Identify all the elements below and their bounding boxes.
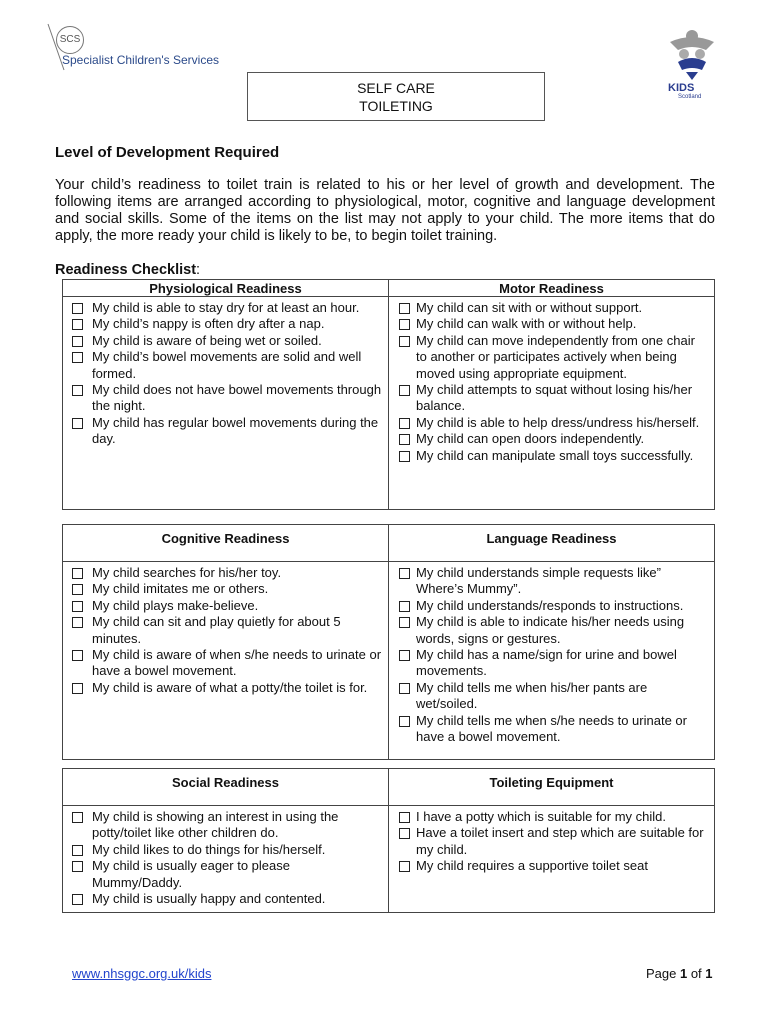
table-header-equipment: Toileting Equipment [489, 775, 614, 790]
checklist-item [70, 809, 383, 842]
checklist-item [396, 647, 709, 680]
checklist-heading-text: Readiness Checklist [55, 262, 197, 278]
page-total: 1 [705, 966, 713, 981]
checklist-item [396, 858, 709, 874]
motor-list [390, 298, 713, 468]
checklist-item [396, 713, 709, 746]
intro-paragraph: Your child’s readiness to toilet train is related to his or her level of growth and development. The following items are arranged according to physiological, motor, cognitive and language development and social skills. Some of the items on the list may not apply to your child. The more items that do apply, the more ready your child is likely to be, to begin toilet training. [55, 177, 715, 244]
checklist-item-text: My child understands simple requests like” Where’s Mummy”. [416, 565, 661, 597]
social-list [64, 807, 387, 911]
checkbox[interactable] [399, 812, 410, 823]
checklist-item-text: My child tells me when his/her pants are wet/soiled. [416, 679, 648, 712]
checklist-item-text: My child can move independently from one chair to another or participates actively when being moved using appropriate equipment. [416, 332, 695, 381]
checkbox[interactable] [72, 418, 83, 429]
checkbox[interactable] [399, 336, 410, 347]
checklist-item [70, 349, 383, 382]
checklist-item-text: My child does not have bowel movements through the night. [92, 382, 382, 414]
checklist-item-text: My child plays make-believe. [92, 597, 259, 613]
checkbox[interactable] [72, 385, 83, 396]
checkbox[interactable] [72, 303, 83, 314]
checklist-item-text: My child can manipulate small toys successfully. [416, 447, 694, 463]
checklist-item [70, 647, 383, 680]
checklist-item-text: My child is able to help dress/undress his/herself. [416, 414, 700, 430]
checklist-item-text: My child is usually eager to please Mummy/Daddy. [92, 858, 290, 890]
checklist-item-text: My child can sit and play quietly for about 5 minutes. [92, 614, 341, 646]
checklist-item-text: My child has a name/sign for urine and bowel movements. [416, 647, 677, 679]
table-header-language: Language Readiness [486, 531, 617, 546]
equipment-list [390, 807, 713, 879]
kids-wordmark: KIDS [668, 82, 695, 94]
table-header-motor: Motor Readiness [499, 281, 604, 296]
readiness-table-1 [62, 279, 715, 510]
checklist-heading [55, 262, 200, 278]
checklist-item-text: My child searches for his/her toy. [92, 565, 282, 580]
checklist-item-text: My child is able to stay dry for at least an hour. [92, 300, 360, 315]
checklist-item [396, 431, 709, 447]
checkbox[interactable] [399, 650, 410, 661]
checklist-item [396, 680, 709, 713]
checkbox[interactable] [72, 894, 83, 905]
checkbox[interactable] [399, 385, 410, 396]
checklist-item [396, 565, 709, 598]
footer-website-link[interactable]: www.nhsggc.org.uk/kids [72, 966, 212, 981]
checklist-item [396, 614, 709, 647]
checklist-item-text: My child can open doors independently. [416, 431, 645, 447]
checkbox[interactable] [399, 319, 410, 330]
checkbox[interactable] [72, 650, 83, 661]
checkbox[interactable] [72, 845, 83, 856]
readiness-table-2 [62, 524, 715, 760]
checkbox[interactable] [399, 861, 410, 872]
checklist-item-text: My child is usually happy and contented. [92, 891, 326, 907]
checkbox[interactable] [399, 434, 410, 445]
checkbox[interactable] [72, 812, 83, 823]
checklist-item-text: My child likes to do things for his/herself. [92, 841, 326, 857]
section-heading: Level of Development Required [55, 144, 280, 161]
checklist-item [70, 316, 383, 332]
checklist-item [396, 382, 709, 415]
checklist-item-text: My child can sit with or without support. [416, 300, 643, 315]
checklist-item-text: Have a toilet insert and step which are suitable for my child. [416, 825, 704, 857]
checklist-item-text: My child can walk with or without help. [416, 316, 637, 332]
checklist-item [396, 825, 709, 858]
org-name: Specialist Children's Services [62, 53, 220, 67]
page-label: Page [646, 966, 680, 981]
checklist-item-text: My child is aware of being wet or soiled. [92, 332, 322, 348]
kids-subtitle: Scotland [678, 94, 702, 100]
checklist-item [396, 598, 709, 614]
checkbox[interactable] [72, 336, 83, 347]
checklist-item [396, 809, 709, 825]
checklist-item [70, 382, 383, 415]
checkbox[interactable] [399, 418, 410, 429]
checklist-item-text: My child has regular bowel movements during the day. [92, 414, 379, 447]
checkbox[interactable] [399, 601, 410, 612]
checkbox[interactable] [72, 601, 83, 612]
checkbox[interactable] [72, 568, 83, 579]
checklist-item [70, 614, 383, 647]
checklist-item [70, 598, 383, 614]
checkbox[interactable] [399, 568, 410, 579]
checklist-item-text: My child’s nappy is often dry after a nap. [92, 316, 325, 332]
scs-logo [44, 22, 234, 74]
checklist-item [396, 415, 709, 431]
checklist-item [70, 891, 383, 907]
checkbox[interactable] [399, 683, 410, 694]
checklist-item-text: My child tells me when s/he needs to urinate or have a bowel movement. [416, 712, 687, 745]
checklist-item [70, 581, 383, 597]
checklist-item [396, 448, 709, 464]
checklist-item-text: My child attempts to squat without losing his/her balance. [416, 382, 693, 414]
checklist-item [396, 333, 709, 382]
cognitive-list [64, 563, 387, 700]
checklist-item [70, 842, 383, 858]
page-of-label: of [687, 966, 706, 981]
checklist-item [396, 300, 709, 316]
scs-badge: SCS [56, 26, 84, 54]
checklist-item-text: My child is aware of when s/he needs to urinate or have a bowel movement. [92, 647, 382, 679]
checklist-heading-colon: : [196, 262, 201, 278]
checklist-item-text: My child imitates me or others. [92, 581, 269, 597]
language-list [390, 563, 713, 749]
checklist-item [70, 333, 383, 349]
checkbox[interactable] [399, 828, 410, 839]
checkbox[interactable] [72, 617, 83, 628]
checkbox[interactable] [72, 683, 83, 694]
checklist-item [70, 858, 383, 891]
checklist-item [70, 680, 383, 696]
checkbox[interactable] [399, 716, 410, 727]
title-line-2: TOILETING [359, 98, 433, 114]
page-number [646, 966, 713, 981]
checklist-item [70, 415, 383, 448]
checklist-item [70, 565, 383, 581]
table-header-social: Social Readiness [172, 775, 279, 790]
checkbox[interactable] [399, 303, 410, 314]
readiness-table-3 [62, 768, 715, 913]
checklist-item-text: I have a potty which is suitable for my child. [416, 809, 667, 824]
checklist-item-text: My child’s bowel movements are solid and well formed. [92, 349, 362, 381]
physiological-list [64, 298, 387, 452]
kids-figure-icon [662, 28, 722, 82]
kids-scotland-logo [662, 28, 722, 104]
checklist-item-text: My child understands/responds to instructions. [416, 597, 684, 613]
checklist-item-text: My child is showing an interest in using the potty/toilet like other children do. [92, 809, 339, 841]
checklist-item-text: My child requires a supportive toilet seat [416, 858, 648, 874]
table-header-physiological: Physiological Readiness [149, 281, 302, 296]
checkbox[interactable] [72, 319, 83, 330]
checkbox[interactable] [72, 352, 83, 363]
checklist-item [396, 316, 709, 332]
document-title-box [247, 72, 545, 121]
checkbox[interactable] [72, 861, 83, 872]
checklist-item-text: My child is able to indicate his/her needs using words, signs or gestures. [416, 614, 685, 646]
checkbox[interactable] [399, 617, 410, 628]
table-header-cognitive: Cognitive Readiness [161, 531, 290, 546]
checklist-item-text: My child is aware of what a potty/the toilet is for. [92, 679, 368, 695]
page-current: 1 [679, 966, 688, 981]
checklist-item [70, 300, 383, 316]
title-line-1: SELF CARE [357, 80, 435, 96]
checkbox[interactable] [72, 584, 83, 595]
checkbox[interactable] [399, 451, 410, 462]
